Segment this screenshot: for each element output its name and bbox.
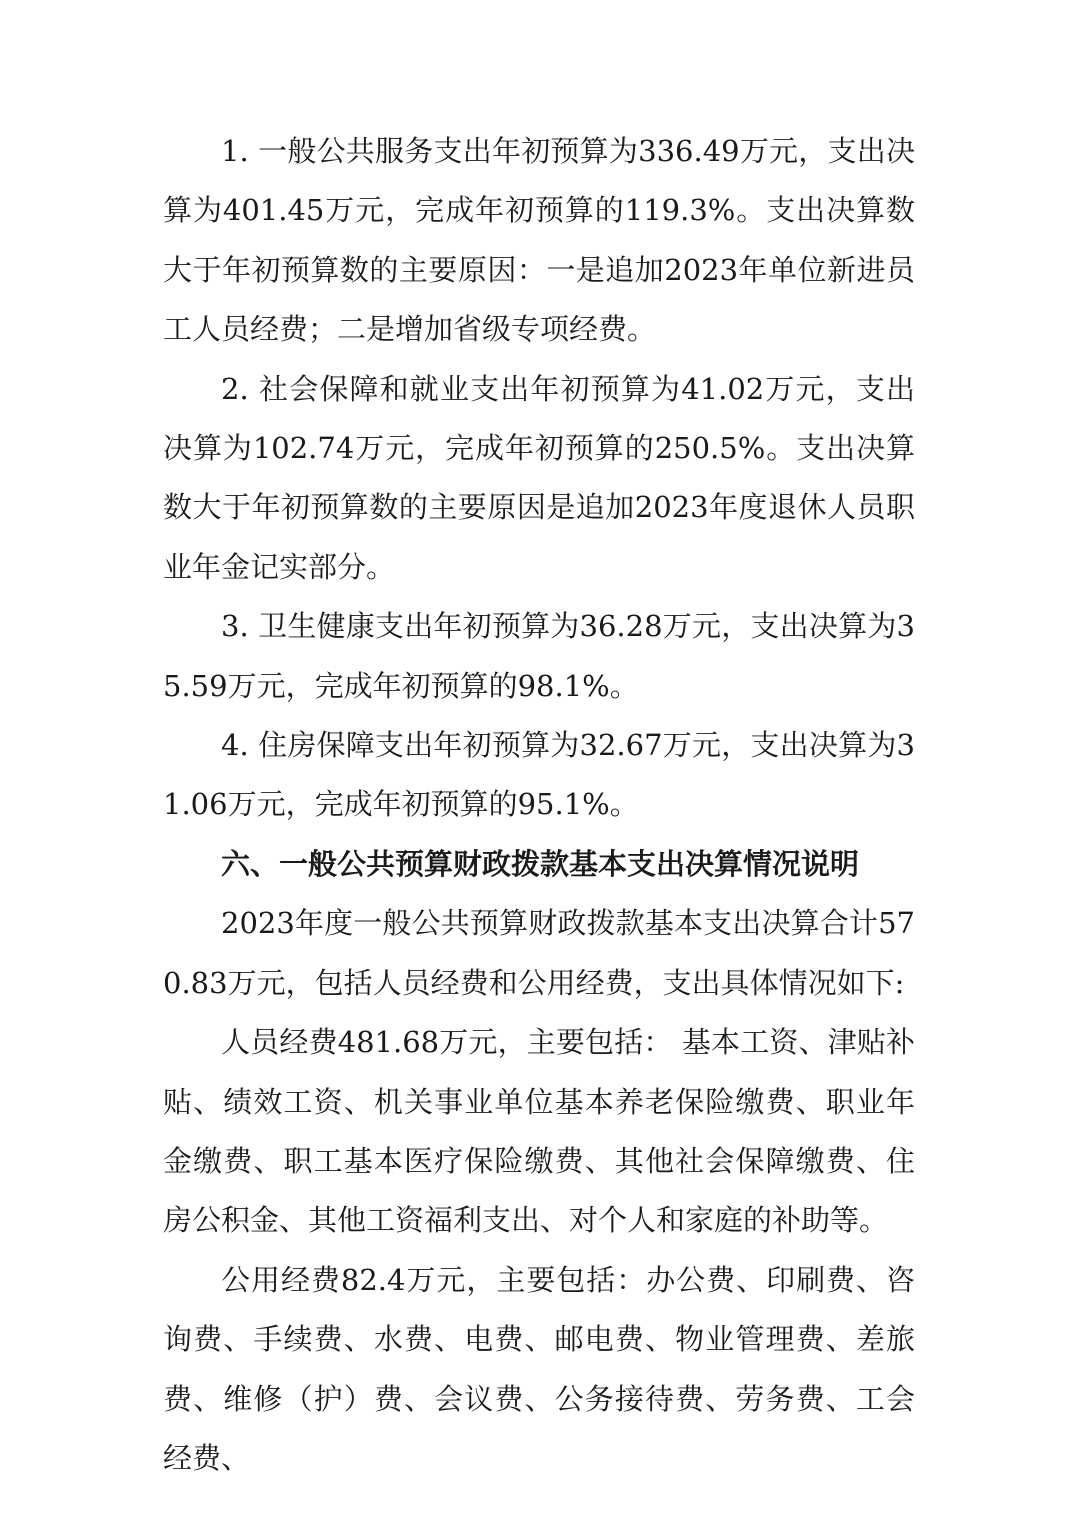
- paragraph-health: 3. 卫生健康支出年初预算为36.28万元，支出决算为35.59万元，完成年初预算的98.1%。: [163, 609, 915, 703]
- paragraph-public-expenses: 公用经费82.4万元，主要包括：办公费、印刷费、咨询费、手续费、水费、电费、邮电费、物业管理费、差旅费、维修（护）费、会议费、公务接待费、劳务费、工会经费、: [163, 1262, 915, 1475]
- paragraph-social-security: 2. 社会保障和就业支出年初预算为41.02万元，支出决算为102.74万元，完成年初预算的250.5%。支出决算数大于年初预算数的主要原因是追加2023年度退休人员职业年金记实部分。: [163, 371, 915, 584]
- document-body: [163, 122, 915, 1488]
- paragraph-personnel-expenses: 人员经费481.68万元，主要包括： 基本工资、津贴补贴、绩效工资、机关事业单位基本养老保险缴费、职业年金缴费、职工基本医疗保险缴费、其他社会保障缴费、住房公积金、其他工资福利支出、对个人和家庭的补助等。: [163, 1025, 915, 1238]
- paragraph-housing: 4. 住房保障支出年初预算为32.67万元，支出决算为31.06万元，完成年初预算的95.1%。: [163, 728, 915, 822]
- paragraph-basic-expenditure-total: 2023年度一般公共预算财政拨款基本支出决算合计570.83万元，包括人员经费和公用经费，支出具体情况如下:: [163, 906, 915, 1000]
- paragraph-general-public-services: 1. 一般公共服务支出年初预算为336.49万元，支出决算为401.45万元，完成年初预算的119.3%。支出决算数大于年初预算数的主要原因：一是追加2023年单位新进员工人员经费；二是增加省级专项经费。: [163, 134, 915, 347]
- section-heading: 六、一般公共预算财政拨款基本支出决算情况说明: [221, 846, 860, 881]
